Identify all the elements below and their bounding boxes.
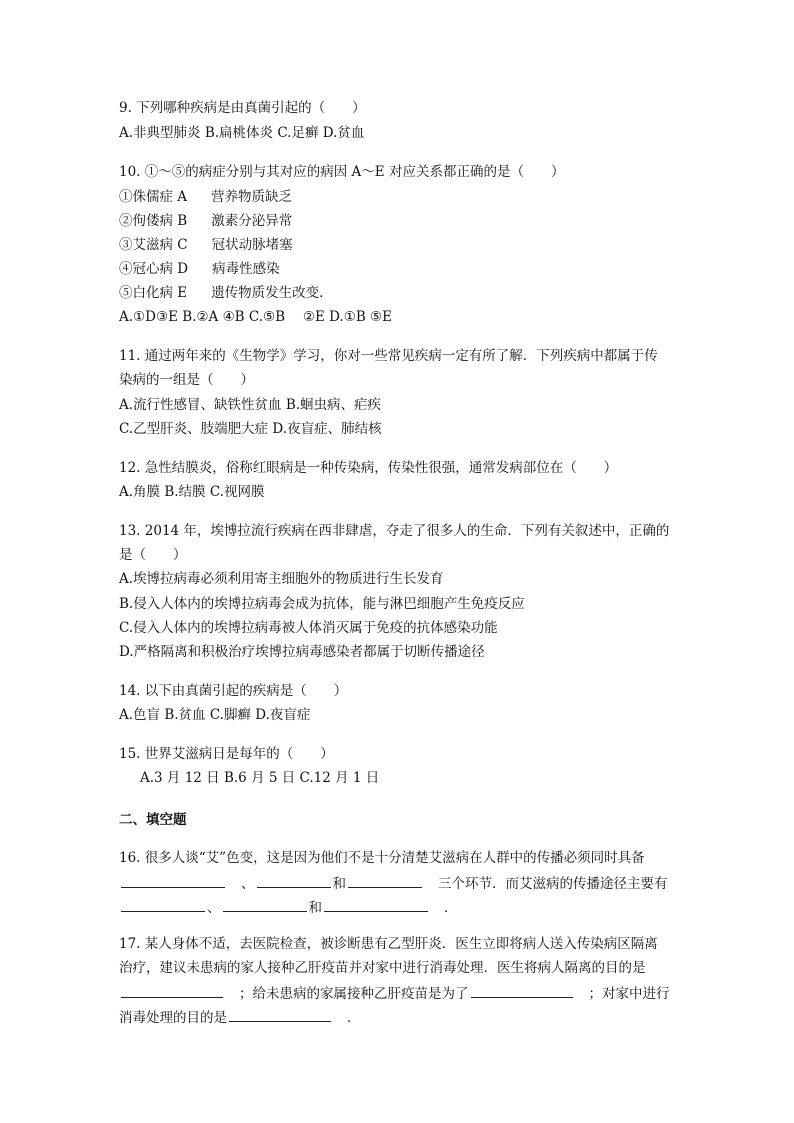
q17-line2: 治疗，建议未患病的家人接种乙肝疫苗并对家中进行消毒处理．医生将病人隔离的目的是 xyxy=(119,960,646,976)
q11-options-line1: A.流行性感冒、缺铁性贫血 B.蛔虫病、疟疾 xyxy=(119,397,382,413)
q11-stem-line2: 染病的一组是（ ） xyxy=(119,372,254,388)
q17-line1: 17. 某人身体不适，去医院检查，被诊断患有乙型肝炎．医生立即将病人送入传染病区隔离 xyxy=(119,936,658,952)
q13-option-d: D.严格隔离和积极治疗埃博拉病毒感染者都属于切断传播途径 xyxy=(119,644,485,660)
q10-row-disease: ⑤白化病 E xyxy=(119,285,188,301)
q10-row xyxy=(119,187,292,207)
q17-blank-1[interactable] xyxy=(121,982,223,998)
q9-stem: 9. 下列哪种疾病是由真菌引起的（ ） xyxy=(119,100,366,116)
q10-row-cause: 病毒性感染 xyxy=(212,261,280,277)
q15-stem: 15. 世界艾滋病日是每年的（ ） xyxy=(119,746,334,762)
q13-stem-line2: 是（ ） xyxy=(119,547,187,563)
q13-option-b: B.侵入人体内的埃博拉病毒会成为抗体，能与淋巴细胞产生免疫反应 xyxy=(119,596,525,612)
q17-end: ． xyxy=(347,1010,361,1026)
q10-row xyxy=(119,259,280,279)
section-title: 二、填空题 xyxy=(119,812,187,828)
q16-sep: 和 xyxy=(332,876,346,892)
q16-blank-3[interactable] xyxy=(348,872,422,888)
q10-row xyxy=(119,283,333,303)
q16-blank-2[interactable] xyxy=(257,872,331,888)
q13-option-a: A.埃博拉病毒必须利用寄主细胞外的物质进行生长发育 xyxy=(119,571,444,587)
q15-options: A.3 月 12 日 B.6 月 5 日 C.12 月 1 日 xyxy=(140,770,380,786)
q10-row xyxy=(119,211,292,231)
q10-row-disease: ④冠心病 D xyxy=(119,261,189,277)
q16-blank-1[interactable] xyxy=(121,872,225,888)
q17-blank-3[interactable] xyxy=(229,1006,331,1022)
q17-mid2: ；对家中进行 xyxy=(588,986,670,1002)
q11-options-line2: C.乙型肝炎、肢端肥大症 D.夜盲症、肺结核 xyxy=(119,421,382,437)
q11-stem-line1: 11. 通过两年来的《生物学》学习，你对一些常见疾病一定有所了解．下列疾病中都属于传 xyxy=(119,348,658,364)
q16-blank-5[interactable] xyxy=(223,896,307,912)
q12-options: A.角膜 B.结膜 C.视网膜 xyxy=(119,484,265,500)
q16-line1: 16. 很多人谈“艾”色变，这是因为他们不是十分清楚艾滋病在人群中的传播必须同时具备 xyxy=(119,850,645,866)
q17-line3 xyxy=(119,982,670,1004)
q13-option-c: C.侵入人体内的埃博拉病毒被人体消灭属于免疫的抗体感染功能 xyxy=(119,620,498,636)
q16-blank-4[interactable] xyxy=(121,896,205,912)
q16-blank-6[interactable] xyxy=(324,896,428,912)
q12-stem: 12. 急性结膜炎，俗称红眼病是一种传染病，传染性很强，通常发病部位在（ ） xyxy=(119,460,618,476)
q17-line4-start: 消毒处理的目的是 xyxy=(119,1010,227,1026)
q17-blank-2[interactable] xyxy=(471,982,573,998)
q13-stem-line1: 13. 2014 年，埃博拉流行疾病在西非肆虐，夺走了很多人的生命．下列有关叙述中，正确的 xyxy=(119,523,670,539)
q16-end: ． xyxy=(444,900,458,916)
q14-options: A.色盲 B.贫血 C.脚癣 D.夜盲症 xyxy=(119,707,311,723)
q10-stem: 10. ①～⑤的病症分别与其对应的病因 A～E 对应关系都正确的是（ ） xyxy=(119,164,565,180)
q10-row-cause: 遗传物质发生改变． xyxy=(211,285,333,301)
q10-row-disease: ③艾滋病 C xyxy=(119,237,188,253)
q10-row-disease: ②佝偻病 B xyxy=(119,213,188,229)
q16-line2 xyxy=(119,872,668,894)
q10-row-cause: 激素分泌异常 xyxy=(211,213,293,229)
q10-options: A.①D③E B.②A ④B C.⑤B ②E D.①B ⑤E xyxy=(119,309,392,325)
q10-row-disease: ①侏儒症 A xyxy=(119,189,188,205)
q9-options: A.非典型肺炎 B.扁桃体炎 C.足癣 D.贫血 xyxy=(119,125,365,141)
q16-tail: 三个环节．而艾滋病的传播途径主要有 xyxy=(438,876,668,892)
q10-row-cause: 冠状动脉堵塞 xyxy=(211,237,293,253)
q17-line4 xyxy=(119,1006,361,1028)
q16-sep: 和 xyxy=(308,900,322,916)
q10-row xyxy=(119,235,293,255)
q16-line3 xyxy=(119,896,458,918)
q10-row-cause: 营养物质缺乏 xyxy=(211,189,293,205)
q16-sep: 、 xyxy=(207,900,221,916)
q16-sep: 、 xyxy=(241,876,255,892)
q17-mid1: ；给未患病的家属接种乙肝疫苗是为了 xyxy=(239,986,469,1002)
q14-stem: 14. 以下由真菌引起的疾病是（ ） xyxy=(119,683,348,699)
